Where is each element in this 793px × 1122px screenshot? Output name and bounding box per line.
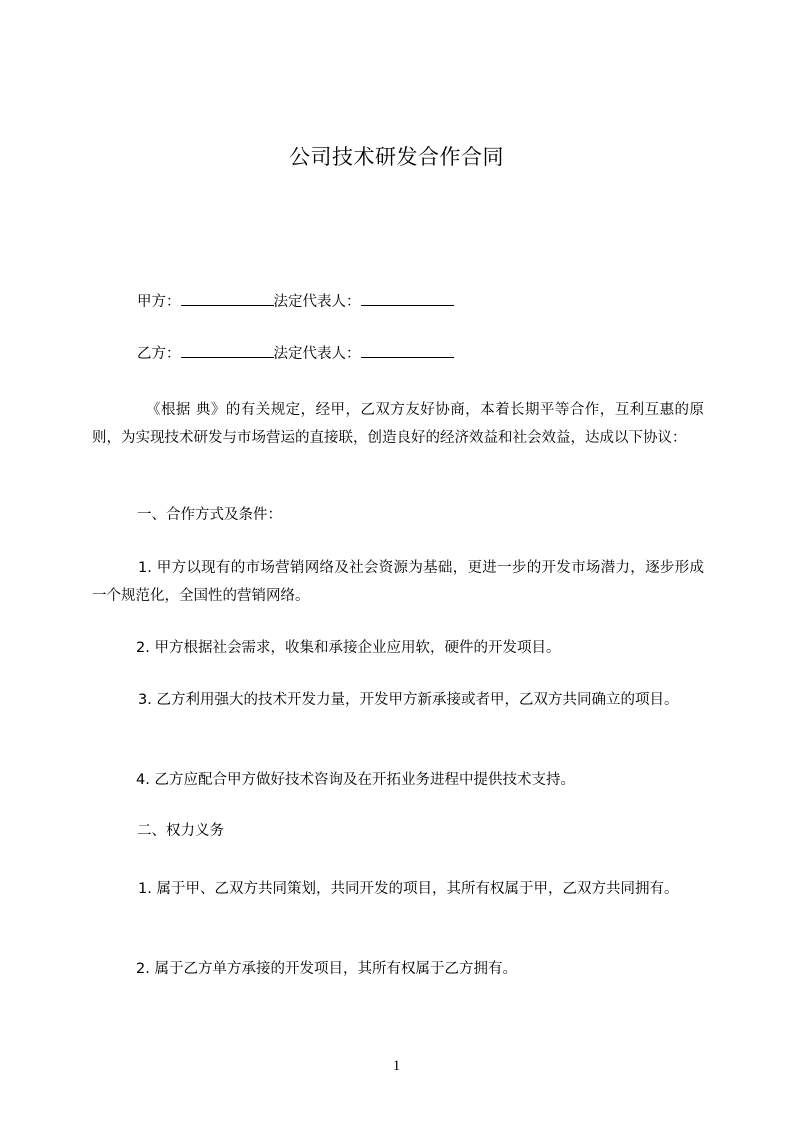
- party-a-label: 甲方：: [137, 294, 181, 310]
- party-b-rep-blank: [361, 343, 454, 358]
- intro-paragraph: 《根据 典》的有关规定，经甲，乙双方友好协商，本着长期平等合作，互利互惠的原则，为实现技术研发与市场营运的直接联，创造良好的经济效益和社会效益，达成以下协议：: [92, 402, 704, 446]
- party-a-name-blank: [181, 291, 274, 306]
- party-b-line: [137, 343, 454, 364]
- party-b-rep-label: 法定代表人：: [273, 346, 361, 362]
- document-title: 公司技术研发合作合同: [289, 145, 504, 169]
- section2-item-2: 2. 属于乙方单方承接的开发项目，其所有权属于乙方拥有。: [136, 961, 517, 977]
- section2-item-1: 1. 属于甲、乙双方共同策划，共同开发的项目，其所有权属于甲，乙双方共同拥有。: [138, 881, 679, 897]
- party-a-line: [137, 291, 454, 312]
- section2-heading: 二、权力义务: [137, 823, 224, 839]
- page-number: 1: [392, 1058, 401, 1074]
- section1-item-4: 4. 乙方应配合甲方做好技术咨询及在开拓业务进程中提供技术支持。: [136, 772, 575, 788]
- section1-item-1: 1. 甲方以现有的市场营销网络及社会资源为基础，更进一步的开发市场潜力，逐步形成一个规范化，全国性的营销网络。: [92, 560, 704, 604]
- section1-item-2: 2. 甲方根据社会需求，收集和承接企业应用软，硬件的开发项目。: [136, 640, 561, 656]
- party-a-rep-label: 法定代表人：: [273, 294, 361, 310]
- party-a-rep-blank: [361, 291, 454, 306]
- party-b-label: 乙方：: [137, 346, 181, 362]
- section1-item-3: 3. 乙方利用强大的技术开发力量，开发甲方新承接或者甲，乙双方共同确立的项目。: [138, 692, 679, 708]
- party-b-name-blank: [181, 343, 274, 358]
- section1-heading: 一、合作方式及条件：: [137, 507, 282, 523]
